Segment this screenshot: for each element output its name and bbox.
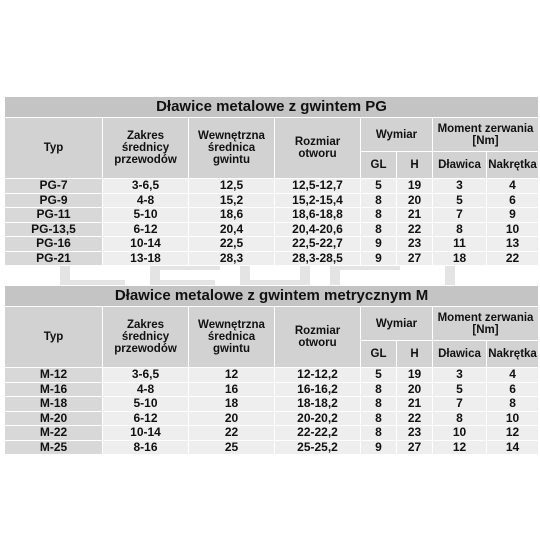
cell-rozmiar: 20,4-20,6 <box>275 222 361 237</box>
table-row <box>5 397 539 412</box>
cell-zakres: 3-6,5 <box>103 179 189 194</box>
cell-rozmiar: 20-20,2 <box>275 411 361 426</box>
table-row <box>5 411 539 426</box>
cell-nakretka: 10 <box>487 411 539 426</box>
cell-typ: PG-11 <box>5 208 103 223</box>
cell-nakretka: 4 <box>487 179 539 194</box>
cell-dlawica: 5 <box>433 382 487 397</box>
cell-zakres: 5-10 <box>103 397 189 412</box>
table-title: Dławice metalowe z gwintem PG <box>5 97 539 118</box>
cell-rozmiar: 22,5-22,7 <box>275 237 361 252</box>
cell-rozmiar: 28,3-28,5 <box>275 251 361 266</box>
header-typ: Typ <box>5 307 103 368</box>
cell-dlawica: 5 <box>433 193 487 208</box>
table-row <box>5 368 539 383</box>
cell-gl: 8 <box>361 411 397 426</box>
table-row <box>5 179 539 194</box>
cell-wewnetrzna: 16 <box>189 382 275 397</box>
header-wymiar: Wymiar <box>361 118 433 152</box>
cell-zakres: 3-6,5 <box>103 368 189 383</box>
header-gl: GL <box>361 341 397 368</box>
cell-nakretka: 4 <box>487 368 539 383</box>
cell-gl: 8 <box>361 426 397 441</box>
cell-zakres: 13-18 <box>103 251 189 266</box>
cell-zakres: 5-10 <box>103 208 189 223</box>
cell-dlawica: 12 <box>433 440 487 455</box>
cell-typ: M-25 <box>5 440 103 455</box>
table-row <box>5 193 539 208</box>
cell-dlawica: 18 <box>433 251 487 266</box>
cell-h: 27 <box>397 251 433 266</box>
cell-gl: 8 <box>361 208 397 223</box>
cell-rozmiar: 15,2-15,4 <box>275 193 361 208</box>
header-h: H <box>397 152 433 179</box>
cell-gl: 8 <box>361 193 397 208</box>
cell-gl: 9 <box>361 440 397 455</box>
table-title: Dławice metalowe z gwintem metrycznym M <box>5 286 539 307</box>
cell-gl: 5 <box>361 179 397 194</box>
cell-typ: M-20 <box>5 411 103 426</box>
header-gl: GL <box>361 152 397 179</box>
cell-dlawica: 3 <box>433 179 487 194</box>
cell-nakretka: 22 <box>487 251 539 266</box>
header-h: H <box>397 341 433 368</box>
cell-h: 22 <box>397 222 433 237</box>
cell-typ: PG-13,5 <box>5 222 103 237</box>
cell-h: 21 <box>397 208 433 223</box>
header-rozmiar: Rozmiar otworu <box>275 307 361 368</box>
cell-zakres: 8-16 <box>103 440 189 455</box>
cell-gl: 5 <box>361 368 397 383</box>
cell-rozmiar: 12-12,2 <box>275 368 361 383</box>
cell-dlawica: 11 <box>433 237 487 252</box>
cell-dlawica: 7 <box>433 208 487 223</box>
cell-typ: PG-7 <box>5 179 103 194</box>
cell-nakretka: 6 <box>487 193 539 208</box>
cell-gl: 8 <box>361 222 397 237</box>
header-zakres: Zakres średnicy przewodów <box>103 307 189 368</box>
cell-gl: 8 <box>361 397 397 412</box>
cell-typ: PG-21 <box>5 251 103 266</box>
cell-wewnetrzna: 20,4 <box>189 222 275 237</box>
header-nakretka: Nakrętka <box>487 152 539 179</box>
header-wymiar: Wymiar <box>361 307 433 341</box>
table-row <box>5 251 539 266</box>
cell-h: 20 <box>397 193 433 208</box>
cell-wewnetrzna: 15,2 <box>189 193 275 208</box>
header-moment: Moment zerwania [Nm] <box>433 307 539 341</box>
cell-wewnetrzna: 12,5 <box>189 179 275 194</box>
cell-nakretka: 8 <box>487 397 539 412</box>
cell-typ: PG-16 <box>5 237 103 252</box>
cell-h: 27 <box>397 440 433 455</box>
cell-h: 23 <box>397 426 433 441</box>
header-moment: Moment zerwania [Nm] <box>433 118 539 152</box>
cell-nakretka: 10 <box>487 222 539 237</box>
cell-nakretka: 9 <box>487 208 539 223</box>
cell-wewnetrzna: 12 <box>189 368 275 383</box>
header-nakretka: Nakrętka <box>487 341 539 368</box>
cell-gl: 9 <box>361 251 397 266</box>
cell-dlawica: 8 <box>433 411 487 426</box>
table-row <box>5 237 539 252</box>
cell-rozmiar: 18,6-18,8 <box>275 208 361 223</box>
cell-zakres: 6-12 <box>103 411 189 426</box>
cell-rozmiar: 25-25,2 <box>275 440 361 455</box>
cell-zakres: 10-14 <box>103 237 189 252</box>
cell-rozmiar: 16-16,2 <box>275 382 361 397</box>
table-row <box>5 440 539 455</box>
metric-gland-table <box>4 285 539 455</box>
header-rozmiar: Rozmiar otworu <box>275 118 361 179</box>
cell-typ: M-18 <box>5 397 103 412</box>
header-wewnetrzna: Wewnętrzna średnica gwintu <box>189 307 275 368</box>
cell-dlawica: 3 <box>433 368 487 383</box>
header-dlawica: Dławica <box>433 152 487 179</box>
pg-gland-table <box>4 96 539 266</box>
cell-h: 19 <box>397 179 433 194</box>
header-zakres: Zakres średnicy przewodów <box>103 118 189 179</box>
cell-h: 19 <box>397 368 433 383</box>
table-row <box>5 222 539 237</box>
cell-nakretka: 13 <box>487 237 539 252</box>
cell-h: 23 <box>397 237 433 252</box>
cell-zakres: 4-8 <box>103 193 189 208</box>
cell-wewnetrzna: 20 <box>189 411 275 426</box>
cell-h: 22 <box>397 411 433 426</box>
table-row <box>5 382 539 397</box>
cell-wewnetrzna: 18 <box>189 397 275 412</box>
cell-gl: 9 <box>361 237 397 252</box>
cell-wewnetrzna: 18,6 <box>189 208 275 223</box>
cell-typ: PG-9 <box>5 193 103 208</box>
cell-dlawica: 8 <box>433 222 487 237</box>
cell-zakres: 4-8 <box>103 382 189 397</box>
header-dlawica: Dławica <box>433 341 487 368</box>
cell-nakretka: 6 <box>487 382 539 397</box>
cell-nakretka: 14 <box>487 440 539 455</box>
table-row <box>5 426 539 441</box>
cell-rozmiar: 12,5-12,7 <box>275 179 361 194</box>
cell-typ: M-22 <box>5 426 103 441</box>
cell-wewnetrzna: 28,3 <box>189 251 275 266</box>
cell-rozmiar: 22-22,2 <box>275 426 361 441</box>
cell-gl: 8 <box>361 382 397 397</box>
header-wewnetrzna: Wewnętrzna średnica gwintu <box>189 118 275 179</box>
cell-dlawica: 10 <box>433 426 487 441</box>
cell-dlawica: 7 <box>433 397 487 412</box>
cell-typ: M-16 <box>5 382 103 397</box>
header-typ: Typ <box>5 118 103 179</box>
cell-h: 20 <box>397 382 433 397</box>
cell-wewnetrzna: 25 <box>189 440 275 455</box>
cell-h: 21 <box>397 397 433 412</box>
cell-rozmiar: 18-18,2 <box>275 397 361 412</box>
table-row <box>5 208 539 223</box>
cell-nakretka: 12 <box>487 426 539 441</box>
cell-wewnetrzna: 22 <box>189 426 275 441</box>
cell-typ: M-12 <box>5 368 103 383</box>
cell-wewnetrzna: 22,5 <box>189 237 275 252</box>
cell-zakres: 10-14 <box>103 426 189 441</box>
cell-zakres: 6-12 <box>103 222 189 237</box>
